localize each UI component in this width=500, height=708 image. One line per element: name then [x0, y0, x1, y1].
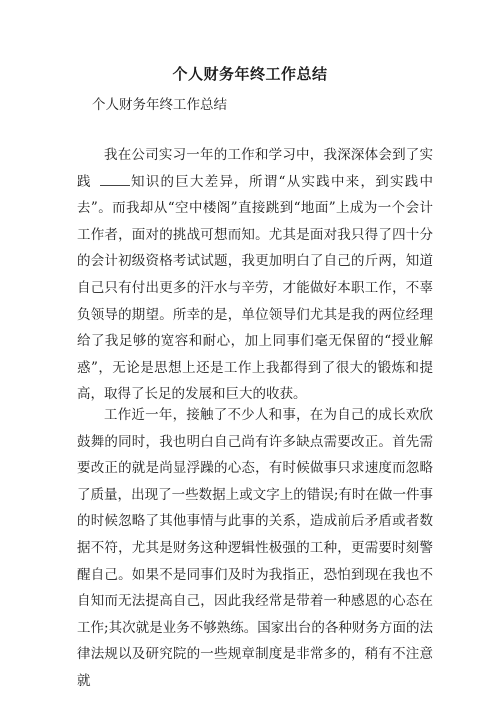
- paragraph-1-rest: 知识的巨大差异，所谓“从实践中来，到实践中去”。而我却从“空中楼阁”直接跳到“地面”上成为一个会计工作者，面对的挑战可想而知。尤其是面对我只得了四十分的会计初级资格考试试题，我更加明白了自己的斤两，知道自己只有付出更多的汗水与辛劳，才能做好本职工作，不辜负领导的期望。所幸的是，单位领导们尤其是我的两位经理给了我足够的宽容和耐心，加上同事们毫无保留的“授业解惑”，无论是思想上还是工作上我都得到了很大的锻炼和提高，取得了长足的发展和巨大的收获。: [77, 173, 434, 403]
- document-title: 个人财务年终工作总结: [172, 65, 328, 83]
- paragraph-1: [77, 142, 433, 408]
- blank-underline: [100, 175, 130, 186]
- paragraph-1-lead: 我在公司实习一年的工作和学习中，我深深体会到了实践: [77, 147, 433, 190]
- document-subtitle: 个人财务年终工作总结: [92, 97, 227, 113]
- paragraph-2: 工作近一年，接触了不少人和事，在为自己的成长欢欣鼓舞的同时，我也明白自己尚有许多缺点需要改正。首先需要改正的就是尚显浮躁的心态，有时候做事只求速度而忽略了质量，出现了一些数据上或文字上的错误;有时在做一件事的时候忽略了其他事情与此事的关系，造成前后矛盾或者数据不符，尤其是财务这种逻辑性极强的工种，更需要时刻警醒自己。如果不是同事们及时为我指正，恐怕到现在我也不自知而无法提高自己，因此我经常是带着一种感恩的心态在工作;其次就是业务不够熟练。国家出台的各种财务方面的法律法规以及研究院的一些规章制度是非常多的，稍有不注意就: [77, 407, 433, 689]
